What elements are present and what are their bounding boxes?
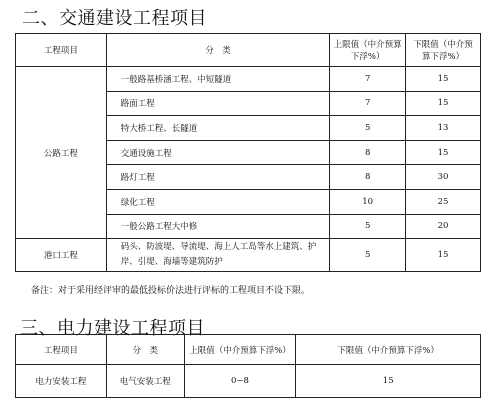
- row-lower: 20: [406, 214, 481, 239]
- power-table: [15, 334, 481, 398]
- row-lower: 15: [406, 140, 481, 165]
- row-item: 一般公路工程大中修: [106, 214, 329, 239]
- table-row: [16, 239, 481, 272]
- row-lower: 15: [296, 365, 481, 398]
- row-lower: 25: [406, 189, 481, 214]
- transport-table: [15, 33, 481, 272]
- row-item: 码头、防波堤、导流堤、海上人工岛等水上建筑、护岸、引堤、海墙等建筑防护: [106, 239, 329, 272]
- row-upper: 5: [330, 116, 406, 141]
- row-lower: 13: [406, 116, 481, 141]
- row-lower: 15: [406, 239, 481, 272]
- header-lower: 下限值（中介预算下浮%）: [406, 34, 481, 67]
- row-item: 路灯工程: [106, 165, 329, 190]
- section-title-power: 三、电力建设工程项目: [20, 318, 205, 339]
- row-lower: 15: [406, 67, 481, 92]
- header-lower: 下限值（中介预算下浮%）: [296, 335, 481, 365]
- header-upper: 上限值（中介预算下浮%）: [184, 335, 296, 365]
- row-item: 特大桥工程、长隧道: [106, 116, 329, 141]
- row-category: 电气安装工程: [106, 365, 184, 398]
- row-upper: 5: [330, 239, 406, 272]
- row-upper: 7: [330, 91, 406, 116]
- row-upper: 5: [330, 214, 406, 239]
- row-item: 交通设施工程: [106, 140, 329, 165]
- row-lower: 15: [406, 91, 481, 116]
- row-upper: 7: [330, 67, 406, 92]
- row-upper: 10: [330, 189, 406, 214]
- header-project: 工程项目: [16, 335, 107, 365]
- row-upper: 8: [330, 140, 406, 165]
- table-row: [16, 365, 481, 398]
- header-category: 分 类: [106, 335, 184, 365]
- row-upper: 0~8: [184, 365, 296, 398]
- note-text: 备注：对于采用经评审的最低投标价法进行评标的工程项目不设下限。: [31, 286, 311, 296]
- group-highway: 公路工程: [16, 67, 107, 239]
- row-project: 电力安装工程: [16, 365, 107, 398]
- header-category: 分 类: [106, 34, 329, 67]
- row-lower: 30: [406, 165, 481, 190]
- row-item: 绿化工程: [106, 189, 329, 214]
- row-item: 一般路基桥涵工程、中短隧道: [106, 67, 329, 92]
- table-header-row: [16, 34, 481, 67]
- row-upper: 8: [330, 165, 406, 190]
- header-project: 工程项目: [16, 34, 107, 67]
- group-port: 港口工程: [16, 239, 107, 272]
- table-row: [16, 67, 481, 92]
- section-title-transport: 二、交通建设工程项目: [22, 8, 207, 29]
- table-header-row: [16, 335, 481, 365]
- row-item: 路面工程: [106, 91, 329, 116]
- header-upper: 上限值（中介预算下浮%）: [330, 34, 406, 67]
